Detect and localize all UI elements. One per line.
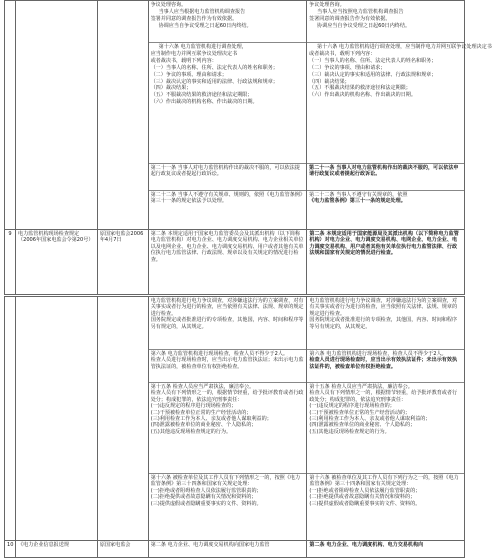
row-number: 9 xyxy=(8,231,12,237)
text-line: 第二十一条 当事人对电力监管机构作出的裁决不服的，可以依法申请行政复议或者提起行政诉讼。 xyxy=(309,165,459,178)
text-line: 检查人员进行现场检查时，应当出示有效执法证件；未出示有效执法证件的，被检查单位有权拒绝检查。 xyxy=(309,357,458,370)
text-line: 国务院规定或者批准进行的专项检查，其他国，内容、时间和程序等另有规定的，从其规定。 xyxy=(309,317,458,330)
list-item: (三)提供虚假或者隐瞒重要事实的文件、资料的。 xyxy=(309,500,421,507)
original-article-22 xyxy=(149,191,306,217)
text-line: 检查人员有下列情形之一的，根据情节轻重，给予批评教育或者行政处分；构成犯罪的，依法追究刑事责任： xyxy=(150,390,304,403)
list-item: (一)违反规定的程序进行现场检查的； xyxy=(150,403,237,410)
list-item: (二)拒绝提供或者故意隐瞒有关情况和资料的； xyxy=(309,494,416,501)
text-line: 应当制作电力并网互联争议处理决定书 xyxy=(150,50,238,57)
revised-paragraph xyxy=(307,1,464,43)
text-line: 第二十二条 当事人不遵守有关规章、规则的，依照《电力监管条例》第三十一条的规定依法予以处理。 xyxy=(150,192,303,205)
list-item: （六）作出裁决的机构名称、作出裁决的日期。 xyxy=(309,92,416,99)
text-line: 争议处理咨询。 xyxy=(150,2,187,8)
revised-text-cell xyxy=(307,1,492,229)
text-line: 签署同意的调查报告作为有效依据。 xyxy=(309,15,391,22)
text-line: 电力监管机构进行电力争议调查，对涉嫌违法行为的立案调查，对有关事实或者行为进行的检查，应当依照有关法律、法规、规章的规定进行检查。 xyxy=(150,298,304,317)
original-article: 第二条 电力企业、电力调度交易机构向国家电力监管 xyxy=(150,542,270,548)
list-item: (五)其他违反现场检查规定的行为。 xyxy=(150,428,232,435)
text-line: 第十六条 电力监管机构进行调查处理，应当制作电力并网互联争议处理决定书 xyxy=(317,44,492,50)
revised-article-16 xyxy=(307,43,492,164)
text-line: 《电力监管条例》第三十一条的规定处理。 xyxy=(309,198,406,205)
regulation-title: 《电力企业信息报送规 xyxy=(18,542,69,548)
issuer-cell xyxy=(98,1,149,229)
text-line: 电力监管机构进行电力争议调查，对涉嫌违法行为的立案调查，对有关事实或者行为进行的检查，应当依照有关法律、法规、规章的规定进行检查。 xyxy=(309,298,458,317)
list-item: （五）不服裁决结果的救济途径和法定期限； xyxy=(150,92,253,99)
original-text-cell xyxy=(149,297,308,540)
list-item: (三)利用检查工作为本人、亲友或者他人谋取利益的； xyxy=(150,416,272,423)
original-article: 第二条 本规定适用于国家电力监管委员会及其派出机构（以下简称电力监管机构）对电力企业、电力调度交易机构、电力企业相关单位以及电网企业、电力企业、电力调度交易机构、用户或者其他有关单位执行电力监管法律、行政法规、规章以及有关规定的情况进行检查。 xyxy=(150,231,304,263)
issuer-cell xyxy=(98,297,149,540)
revised-text-cell xyxy=(307,297,465,540)
text-line: 签署并同意的调查报告作为有效依据。 xyxy=(150,15,238,22)
revised-article: 第二条 电力企业、电力调度机构、电力交易机构向 xyxy=(309,542,424,548)
list-item: (二)干预被检查单位正常的生产经营活动的； xyxy=(150,409,252,416)
regulation-title-cell xyxy=(16,297,98,540)
list-item: (一)违反规定的程序进行现场检查的； xyxy=(309,403,395,410)
text-line: 或者裁决书，载明下列内容： xyxy=(309,50,376,57)
original-article-21 xyxy=(149,164,306,191)
list-item: （四）裁决结果； xyxy=(150,85,192,92)
list-item: (一)拒绝或者阻碍检查人员依法履行监管职责的； xyxy=(309,487,421,494)
text-line: 第十六条 被检查单位及其工作人员有下列行为之一的，按照《电力监管条例》第三十四条和国家有关规定处理： xyxy=(309,475,459,488)
original-article-16 xyxy=(149,43,306,164)
list-item: (一)拒绝或者阻碍检查人员依法履行监管职责的； xyxy=(150,487,262,494)
issuer-cell xyxy=(98,541,149,557)
text-line: 第六条 电力监管机构进行现场检查，检查人员不得少于2人。 xyxy=(309,351,447,357)
original-scope-paragraph xyxy=(149,297,307,350)
revised-text-cell xyxy=(307,230,465,294)
list-item: (三)利用检查工作为本人、亲友或者他人谋取利益的； xyxy=(309,416,431,423)
revised-text-cell xyxy=(307,541,465,557)
text-line: 第六条 电力监管机构进行现场检查，检查人员不得少于2人。 xyxy=(150,351,289,357)
text-line: 争议处理咨询。 xyxy=(309,2,345,8)
list-item: （一）当事人的名称、住所、法定代表人的姓名和职务； xyxy=(150,64,278,71)
original-article-15 xyxy=(149,383,307,474)
text-line: 协调应当自争议受理之日起60日内终结。 xyxy=(317,22,411,29)
original-text-cell xyxy=(149,1,307,229)
revised-article-15 xyxy=(307,383,464,474)
list-item: (四)泄露被检查单位的商业秘密、个人隐私的； xyxy=(150,422,257,429)
text-line: 协调应当自争议受理之日起60日内终结。 xyxy=(158,22,252,29)
row-number: 10 xyxy=(7,542,14,548)
original-paragraph xyxy=(149,1,306,43)
regulation-title-cell xyxy=(16,230,98,294)
list-item: (三)提供虚假或者隐瞒重要事实的文件、资料的。 xyxy=(150,500,262,507)
revised-article-6 xyxy=(307,350,464,383)
regulation-title-cell xyxy=(16,541,98,557)
text-line: 国务院规定或者批准进行的专项检查，其他国，内容、时间和程序等另有规定的，从其规定。 xyxy=(150,317,304,330)
original-text-cell xyxy=(149,541,308,557)
text-line: 第二十一条 当事人对电力监管机构作出的裁决不服的，可以依法提起行政复议或者提起行政诉讼。 xyxy=(150,165,300,178)
list-item: (二)拒绝提供或者故意隐瞒有关情况和资料的； xyxy=(150,494,257,501)
row-number-cell xyxy=(5,230,16,294)
text-line: 检查人员有下列情形之一的，根据情节轻重，给予批评教育或者行政处分；构成犯罪的，依法追究刑事责任： xyxy=(309,390,458,403)
regulation-title: 电力监管机构现场检查规定（2006年国家电监会令第20号） xyxy=(17,231,94,244)
table-row xyxy=(5,297,465,541)
text-line: 检查人员进行现场检查时，应当出示电力监管执法证；未出示电力监管执法证的，被检查单位有权拒绝检查。 xyxy=(150,357,304,370)
text-line: 第十六条 被检查单位及其工作人员有下列情形之一的，按照《电力监管条例》第三十四条和国家有关规定处理： xyxy=(150,475,301,488)
table-row xyxy=(5,541,465,558)
text-line: 或者裁决书，载明下列内容： xyxy=(150,57,217,64)
list-item: (五)其他违反现场检查规定的行为。 xyxy=(309,428,390,435)
revised-scope-paragraph xyxy=(307,297,464,350)
issuer: 原国家电监会 xyxy=(99,542,131,548)
list-item: （一）当事人的名称、住所、法定代表人的姓名和职务； xyxy=(309,57,437,64)
text-line: 当事人应当根据电力监管机构调查报告 xyxy=(158,8,246,15)
text-line: 第十五条 检查人员应当严肃执法，廉洁奉公。 xyxy=(150,384,255,390)
regulation-comparison-table-top xyxy=(4,0,492,295)
revised-article-22 xyxy=(307,191,464,217)
original-text-cell xyxy=(149,230,308,294)
list-item: （四）裁决结果； xyxy=(309,78,350,85)
list-item: （三）裁决认定的事实和适用的法律、行政法规和规章； xyxy=(309,71,437,78)
list-item: (二)干预被检查单位正常的生产经营活动的； xyxy=(309,409,411,416)
text-line: 第十五条 检查人员应当严肃执法，廉洁奉公。 xyxy=(309,384,413,390)
text-line: 第十六条 电力监管机构进行调查处理， xyxy=(158,44,247,50)
original-article-6 xyxy=(149,350,307,383)
list-item: （二）争议的事项、理由和请求； xyxy=(150,71,227,78)
table-row xyxy=(5,1,492,230)
list-item: （六）作出裁决的机构名称、作出裁决的日期。 xyxy=(150,99,258,106)
text-line: 第二十二条 当事人不遵守有关规章的，依照 xyxy=(309,192,408,198)
revised-article: 第二条 本规定适用于国家能源局及其派出机构（以下简称电力监管机构）对电力企业、电力调度交易机构、电网企业、电力企业、电力调度交易机构、用户或者其他有关单位执行电力监管法律、行政法规和国家有关规定的情况进行检查。 xyxy=(309,231,459,257)
issuer-cell xyxy=(98,230,149,294)
list-item: (四)泄露被检查单位的商业秘密、个人隐私的； xyxy=(309,422,416,429)
issuer-date: 原国家电监会2006年4月7日 xyxy=(99,231,144,244)
table-row xyxy=(5,230,465,295)
revised-article-16b xyxy=(307,474,464,531)
row-number-cell xyxy=(5,541,16,557)
revised-article-21 xyxy=(307,164,464,191)
regulation-title-cell xyxy=(16,1,98,229)
list-item: （五）不服裁决结果的救济途径和法定期限； xyxy=(309,85,411,92)
list-item: （三）裁决认定的事实和适用的法律、行政法规和规章； xyxy=(150,78,278,85)
row-number-cell xyxy=(5,297,16,540)
row-number-cell xyxy=(5,1,16,229)
original-article-16b xyxy=(149,474,307,531)
list-item: （二）争议的事项、理由和请求； xyxy=(309,64,386,71)
regulation-comparison-table-bottom xyxy=(4,296,465,558)
text-line: 当事人应当按照电力监管机构调查报告 xyxy=(317,8,404,15)
